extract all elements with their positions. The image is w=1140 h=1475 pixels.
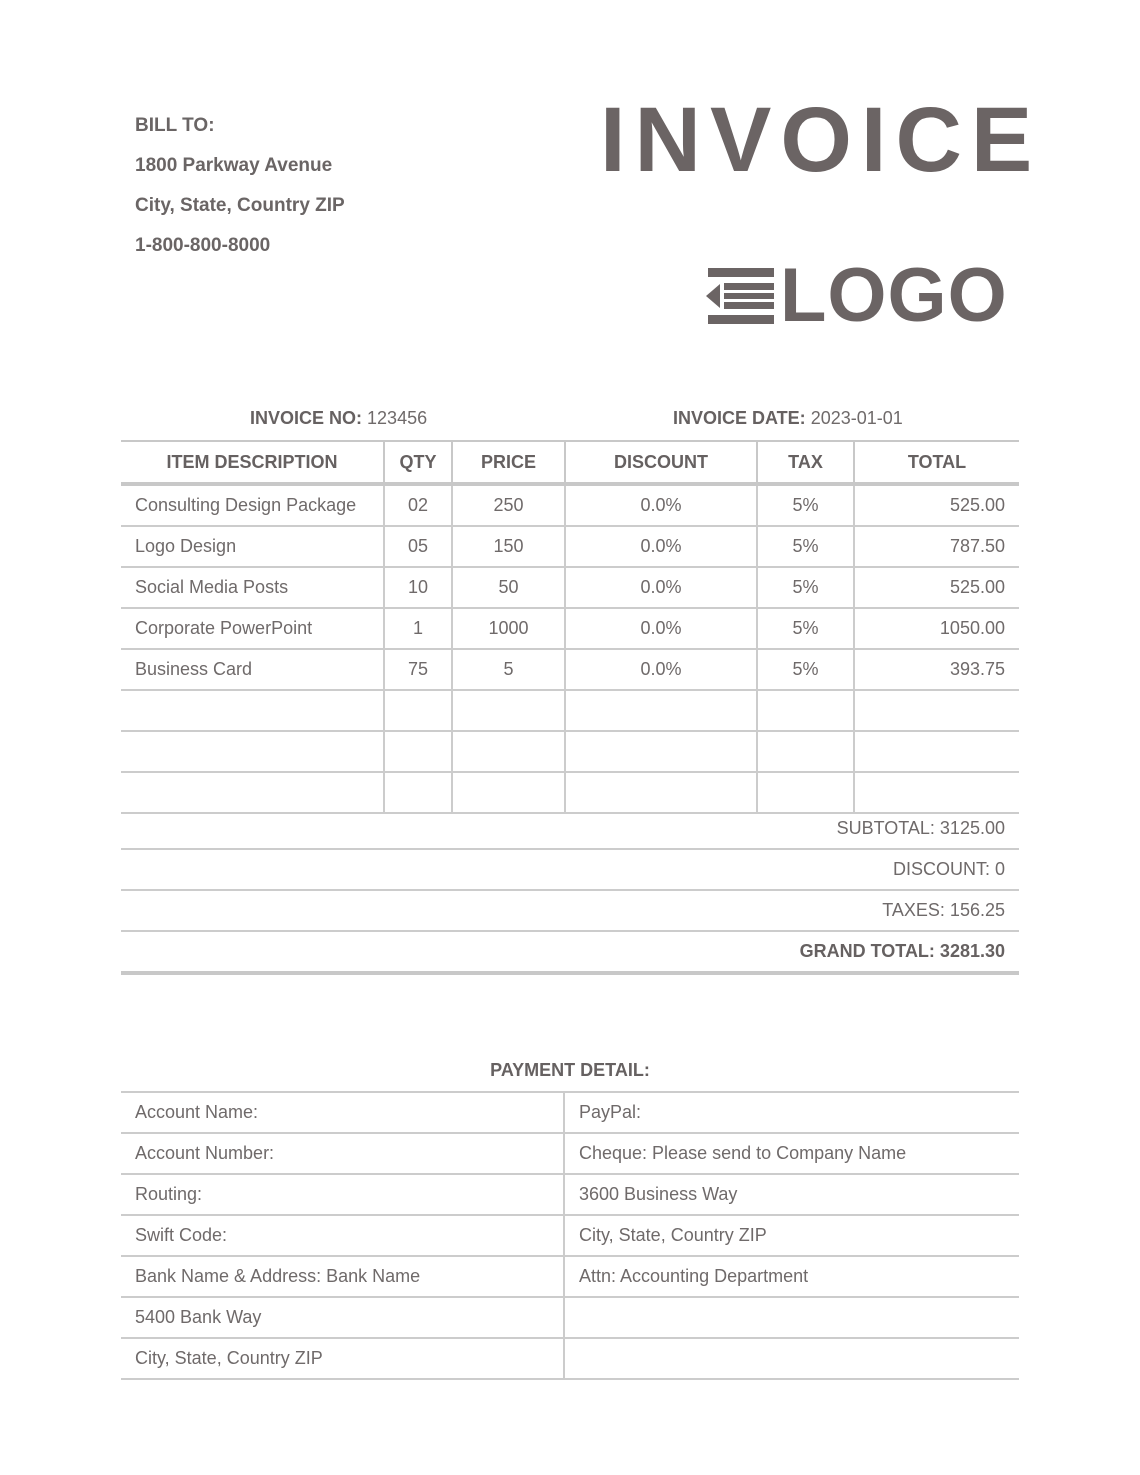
item-price: [452, 690, 565, 731]
payment-bank-field: 5400 Bank Way: [121, 1297, 564, 1338]
payment-bank-field: Routing:: [121, 1174, 564, 1215]
item-discount: [565, 772, 757, 813]
payment-table: [121, 1091, 1019, 1380]
item-discount: 0.0%: [565, 526, 757, 567]
grand-total-row: [121, 931, 1019, 973]
payment-row: [121, 1133, 1019, 1174]
table-row: [121, 649, 1019, 690]
items-table: [121, 440, 1019, 814]
item-total: 787.50: [854, 526, 1019, 567]
payment-bank-field: Account Number:: [121, 1133, 564, 1174]
item-price: 150: [452, 526, 565, 567]
payment-alt-field: Attn: Accounting Department: [564, 1256, 1019, 1297]
payment-row: [121, 1174, 1019, 1215]
item-price: 250: [452, 484, 565, 526]
item-total: [854, 690, 1019, 731]
logo-text: LOGO: [780, 253, 1008, 338]
company-logo: [706, 253, 1008, 338]
item-tax: [757, 772, 854, 813]
item-description: Business Card: [121, 649, 384, 690]
bill-to-block: [135, 112, 345, 272]
item-tax: [757, 690, 854, 731]
payment-row: [121, 1338, 1019, 1379]
item-discount: 0.0%: [565, 649, 757, 690]
payment-alt-field: [564, 1297, 1019, 1338]
item-qty: 05: [384, 526, 452, 567]
table-row: [121, 484, 1019, 526]
item-total: 525.00: [854, 484, 1019, 526]
payment-row: [121, 1297, 1019, 1338]
item-description: Corporate PowerPoint: [121, 608, 384, 649]
logo-mark-icon: [706, 268, 776, 324]
taxes-row: [121, 890, 1019, 931]
grand-total: GRAND TOTAL: 3281.30: [121, 931, 1019, 973]
payment-row: [121, 1215, 1019, 1256]
header-tax: TAX: [757, 441, 854, 484]
item-tax: 5%: [757, 526, 854, 567]
table-row-empty: [121, 731, 1019, 772]
item-total: 525.00: [854, 567, 1019, 608]
item-discount: [565, 731, 757, 772]
item-qty: [384, 731, 452, 772]
item-discount: 0.0%: [565, 608, 757, 649]
discount-total: DISCOUNT: 0: [121, 849, 1019, 890]
table-row: [121, 526, 1019, 567]
payment-bank-field: Bank Name & Address: Bank Name: [121, 1256, 564, 1297]
header-discount: DISCOUNT: [565, 441, 757, 484]
item-qty: 75: [384, 649, 452, 690]
invoice-title: INVOICE: [600, 89, 1042, 191]
item-description: Logo Design: [121, 526, 384, 567]
table-row: [121, 567, 1019, 608]
item-description: [121, 690, 384, 731]
table-row: [121, 608, 1019, 649]
bill-to-label: BILL TO:: [135, 115, 215, 136]
item-total: 393.75: [854, 649, 1019, 690]
item-discount: 0.0%: [565, 567, 757, 608]
items-header-row: [121, 441, 1019, 484]
item-qty: 02: [384, 484, 452, 526]
payment-alt-field: City, State, Country ZIP: [564, 1215, 1019, 1256]
item-tax: 5%: [757, 484, 854, 526]
subtotal: SUBTOTAL: 3125.00: [121, 809, 1019, 849]
discount-row: [121, 849, 1019, 890]
item-total: 1050.00: [854, 608, 1019, 649]
invoice-date-value: 2023-01-01: [810, 408, 903, 428]
taxes-total: TAXES: 156.25: [121, 890, 1019, 931]
item-tax: 5%: [757, 649, 854, 690]
item-tax: [757, 731, 854, 772]
item-description: Social Media Posts: [121, 567, 384, 608]
item-discount: [565, 690, 757, 731]
totals-table: [121, 809, 1019, 975]
table-row-empty: [121, 690, 1019, 731]
item-description: [121, 772, 384, 813]
bill-to-city: City, State, Country ZIP: [135, 195, 345, 216]
invoice-date-label: INVOICE DATE:: [673, 408, 806, 428]
invoice-date: [673, 408, 903, 429]
item-qty: [384, 772, 452, 813]
payment-bank-field: City, State, Country ZIP: [121, 1338, 564, 1379]
payment-alt-field: Cheque: Please send to Company Name: [564, 1133, 1019, 1174]
item-description: Consulting Design Package: [121, 484, 384, 526]
item-qty: [384, 690, 452, 731]
item-tax: 5%: [757, 567, 854, 608]
payment-bank-field: Account Name:: [121, 1092, 564, 1133]
item-tax: 5%: [757, 608, 854, 649]
item-description: [121, 731, 384, 772]
item-price: 1000: [452, 608, 565, 649]
payment-row: [121, 1092, 1019, 1133]
payment-alt-field: [564, 1338, 1019, 1379]
bill-to-address: 1800 Parkway Avenue: [135, 155, 333, 176]
item-qty: 10: [384, 567, 452, 608]
header-qty: QTY: [384, 441, 452, 484]
item-price: 50: [452, 567, 565, 608]
payment-bank-field: Swift Code:: [121, 1215, 564, 1256]
payment-alt-field: 3600 Business Way: [564, 1174, 1019, 1215]
item-discount: 0.0%: [565, 484, 757, 526]
header-total: TOTAL: [854, 441, 1019, 484]
payment-row: [121, 1256, 1019, 1297]
invoice-number-label: INVOICE NO:: [250, 408, 363, 428]
invoice-number-value: 123456: [367, 408, 428, 428]
payment-detail-title: PAYMENT DETAIL:: [490, 1060, 650, 1080]
subtotal-row: [121, 809, 1019, 849]
payment-alt-field: PayPal:: [564, 1092, 1019, 1133]
table-row-empty: [121, 772, 1019, 813]
item-price: 5: [452, 649, 565, 690]
item-qty: 1: [384, 608, 452, 649]
item-total: [854, 772, 1019, 813]
item-price: [452, 731, 565, 772]
item-price: [452, 772, 565, 813]
header-item-description: ITEM DESCRIPTION: [121, 441, 384, 484]
item-total: [854, 731, 1019, 772]
invoice-number: [250, 408, 427, 429]
bill-to-phone: 1-800-800-8000: [135, 235, 271, 256]
header-price: PRICE: [452, 441, 565, 484]
